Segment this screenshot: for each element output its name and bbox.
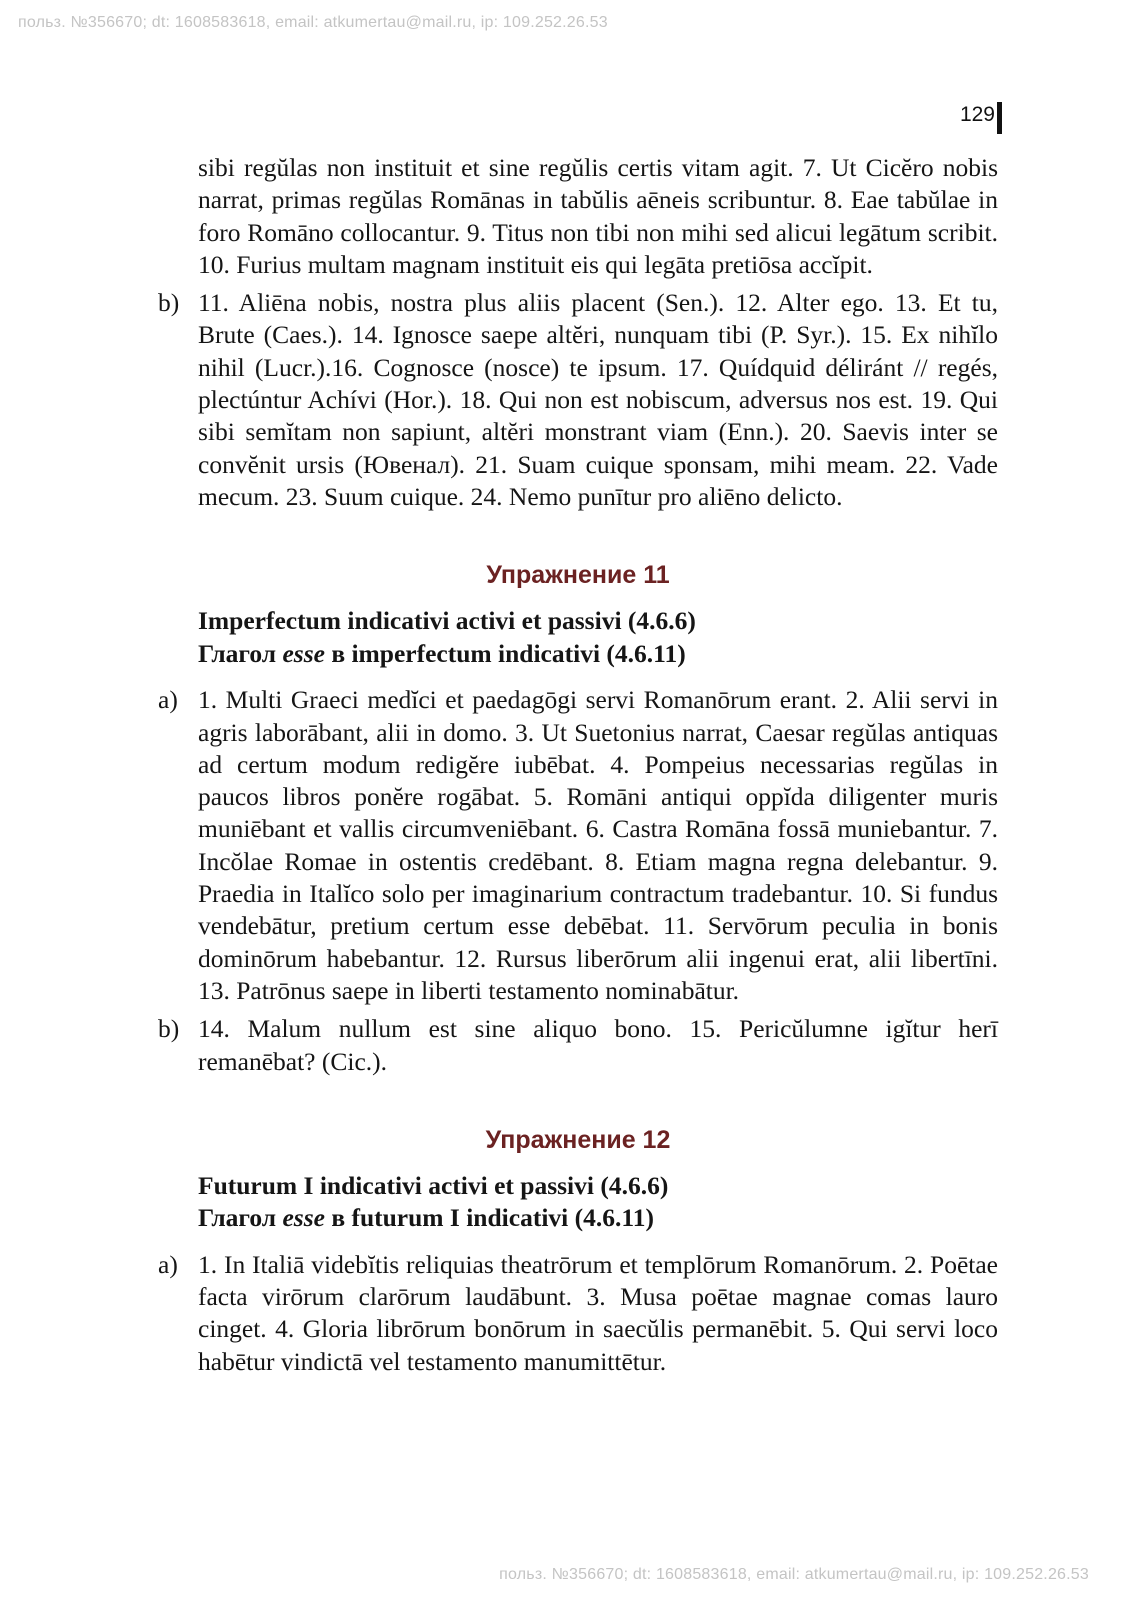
page-number: 129 <box>959 103 995 126</box>
continuation-block <box>158 152 998 281</box>
continuation-text: sibi regŭlas non instituit et sine regŭlis certis vitam agit. 7. Ut Cicĕro nobis narrat, primas regŭlas Romānas in tabŭlis aēneis scribuntur. 8. Eae tabŭlae in foro Romāno collocantur. 9. Titus non tibi non mihi sed alicui legātum scribit. 10. Furius multam magnam instituit eis qui legāta pretiōsa accĭpit. <box>198 153 998 279</box>
exercise-12-heading: Упражнение 12 <box>485 1125 671 1154</box>
item-text: 14. Malum nullum est sine aliquo bono. 15. Pericŭlumne igĭtur herī remanēbat? (Cic.). <box>198 1014 998 1076</box>
exercise-11-part-b <box>158 1013 998 1078</box>
exercise-11-part-a <box>158 684 998 1007</box>
item-marker: b) <box>158 288 180 318</box>
exercise-11-heading: Упражнение 11 <box>486 561 670 590</box>
item-text: 1. Multi Graeci medĭci et paedagōgi servi Romanōrum erant. 2. Alii servi in agris laborābant, alii in domo. 3. Ut Suetonius narrat, Caesar regŭlas antiquas ad certum modum redigĕre iubēbat. 4. Pompeius necessarias regŭlas in paucos libros ponĕre rogābat. 5. Romāni antiqui oppĭda diligenter muris muniēbant et vallis circumveniēbant. 6. Castra Romāna fossā muniebantur. 7. Incŏlae Romae in ostentis credēbant. 8. Etiam magna regna delebantur. 9. Praedia in Italĭco solo per imaginarium contractum tradebantur. 10. Si fundus vendebātur, pretium certum esse debēbat. 11. Servōrum peculia in bonis dominōrum habebantur. 12. Rursus liberōrum alii ingenui erat, alii libertīni. 13. Patrōnus saepe in liberti testamento nominabātur. <box>198 685 998 1005</box>
exercise-12-part-a <box>158 1249 998 1378</box>
page-content <box>158 152 998 1378</box>
watermark-bottom: польз. №356670; dt: 1608583618, email: atkumertau@mail.ru, ip: 109.252.26.53 <box>499 1566 1089 1583</box>
page-number-bar <box>997 102 1002 134</box>
exercise-11-subtitle-1: Imperfectum indicativi activi et passivi (4.6.6) <box>198 606 696 636</box>
verb-esse: esse <box>282 638 325 668</box>
prev-exercise-part-b <box>158 287 998 513</box>
exercise-11-subtitle-2: Глагол esse в imperfectum indicativi (4.6.11) <box>198 638 686 668</box>
verb-esse: esse <box>282 1203 325 1233</box>
watermark-top: польз. №356670; dt: 1608583618, email: atkumertau@mail.ru, ip: 109.252.26.53 <box>18 14 608 31</box>
exercise-12-subtitle-1: Futurum I indicativi activi et passivi (4.6.6) <box>198 1170 669 1200</box>
item-marker: a) <box>158 1249 178 1279</box>
item-marker: b) <box>158 1014 180 1044</box>
item-marker: a) <box>158 685 178 715</box>
item-text: 11. Aliēna nobis, nostra plus aliis placent (Sen.). 12. Alter ego. 13. Et tu, Brute (Caes.). 14. Ignosce saepe altĕri, nunquam tibi (P. Syr.). 15. Ex nihĭlo nihil (Lucr.).16. Cognosce (nosce) te ipsum. 17. Quídquid déliránt // regés, plectúntur Achívi (Hor.). 18. Qui non est nobiscum, adversus nos est. 19. Qui sibi semĭtam non sapiunt, altĕri monstrant viam (Enn.). 20. Saevis inter se convĕnit ursis (Ювенал). 21. Suam cuique sponsam, mihi meam. 22. Vade mecum. 23. Suum cuique. 24. Nemo punītur pro aliēno delicto. <box>198 288 998 511</box>
item-text: 1. In Italiā videbĭtis reliquias theatrōrum et templōrum Romanōrum. 2. Poētae facta virōrum clarōrum laudābunt. 3. Musa poētae magnae comas lauro cinget. 4. Gloria librōrum bonōrum in saecŭlis permanēbit. 5. Qui servi loco habētur vindictā vel testamento manumittētur. <box>198 1249 998 1376</box>
exercise-12-subtitle-2: Глагол esse в futurum I indicativi (4.6.11) <box>198 1203 654 1233</box>
